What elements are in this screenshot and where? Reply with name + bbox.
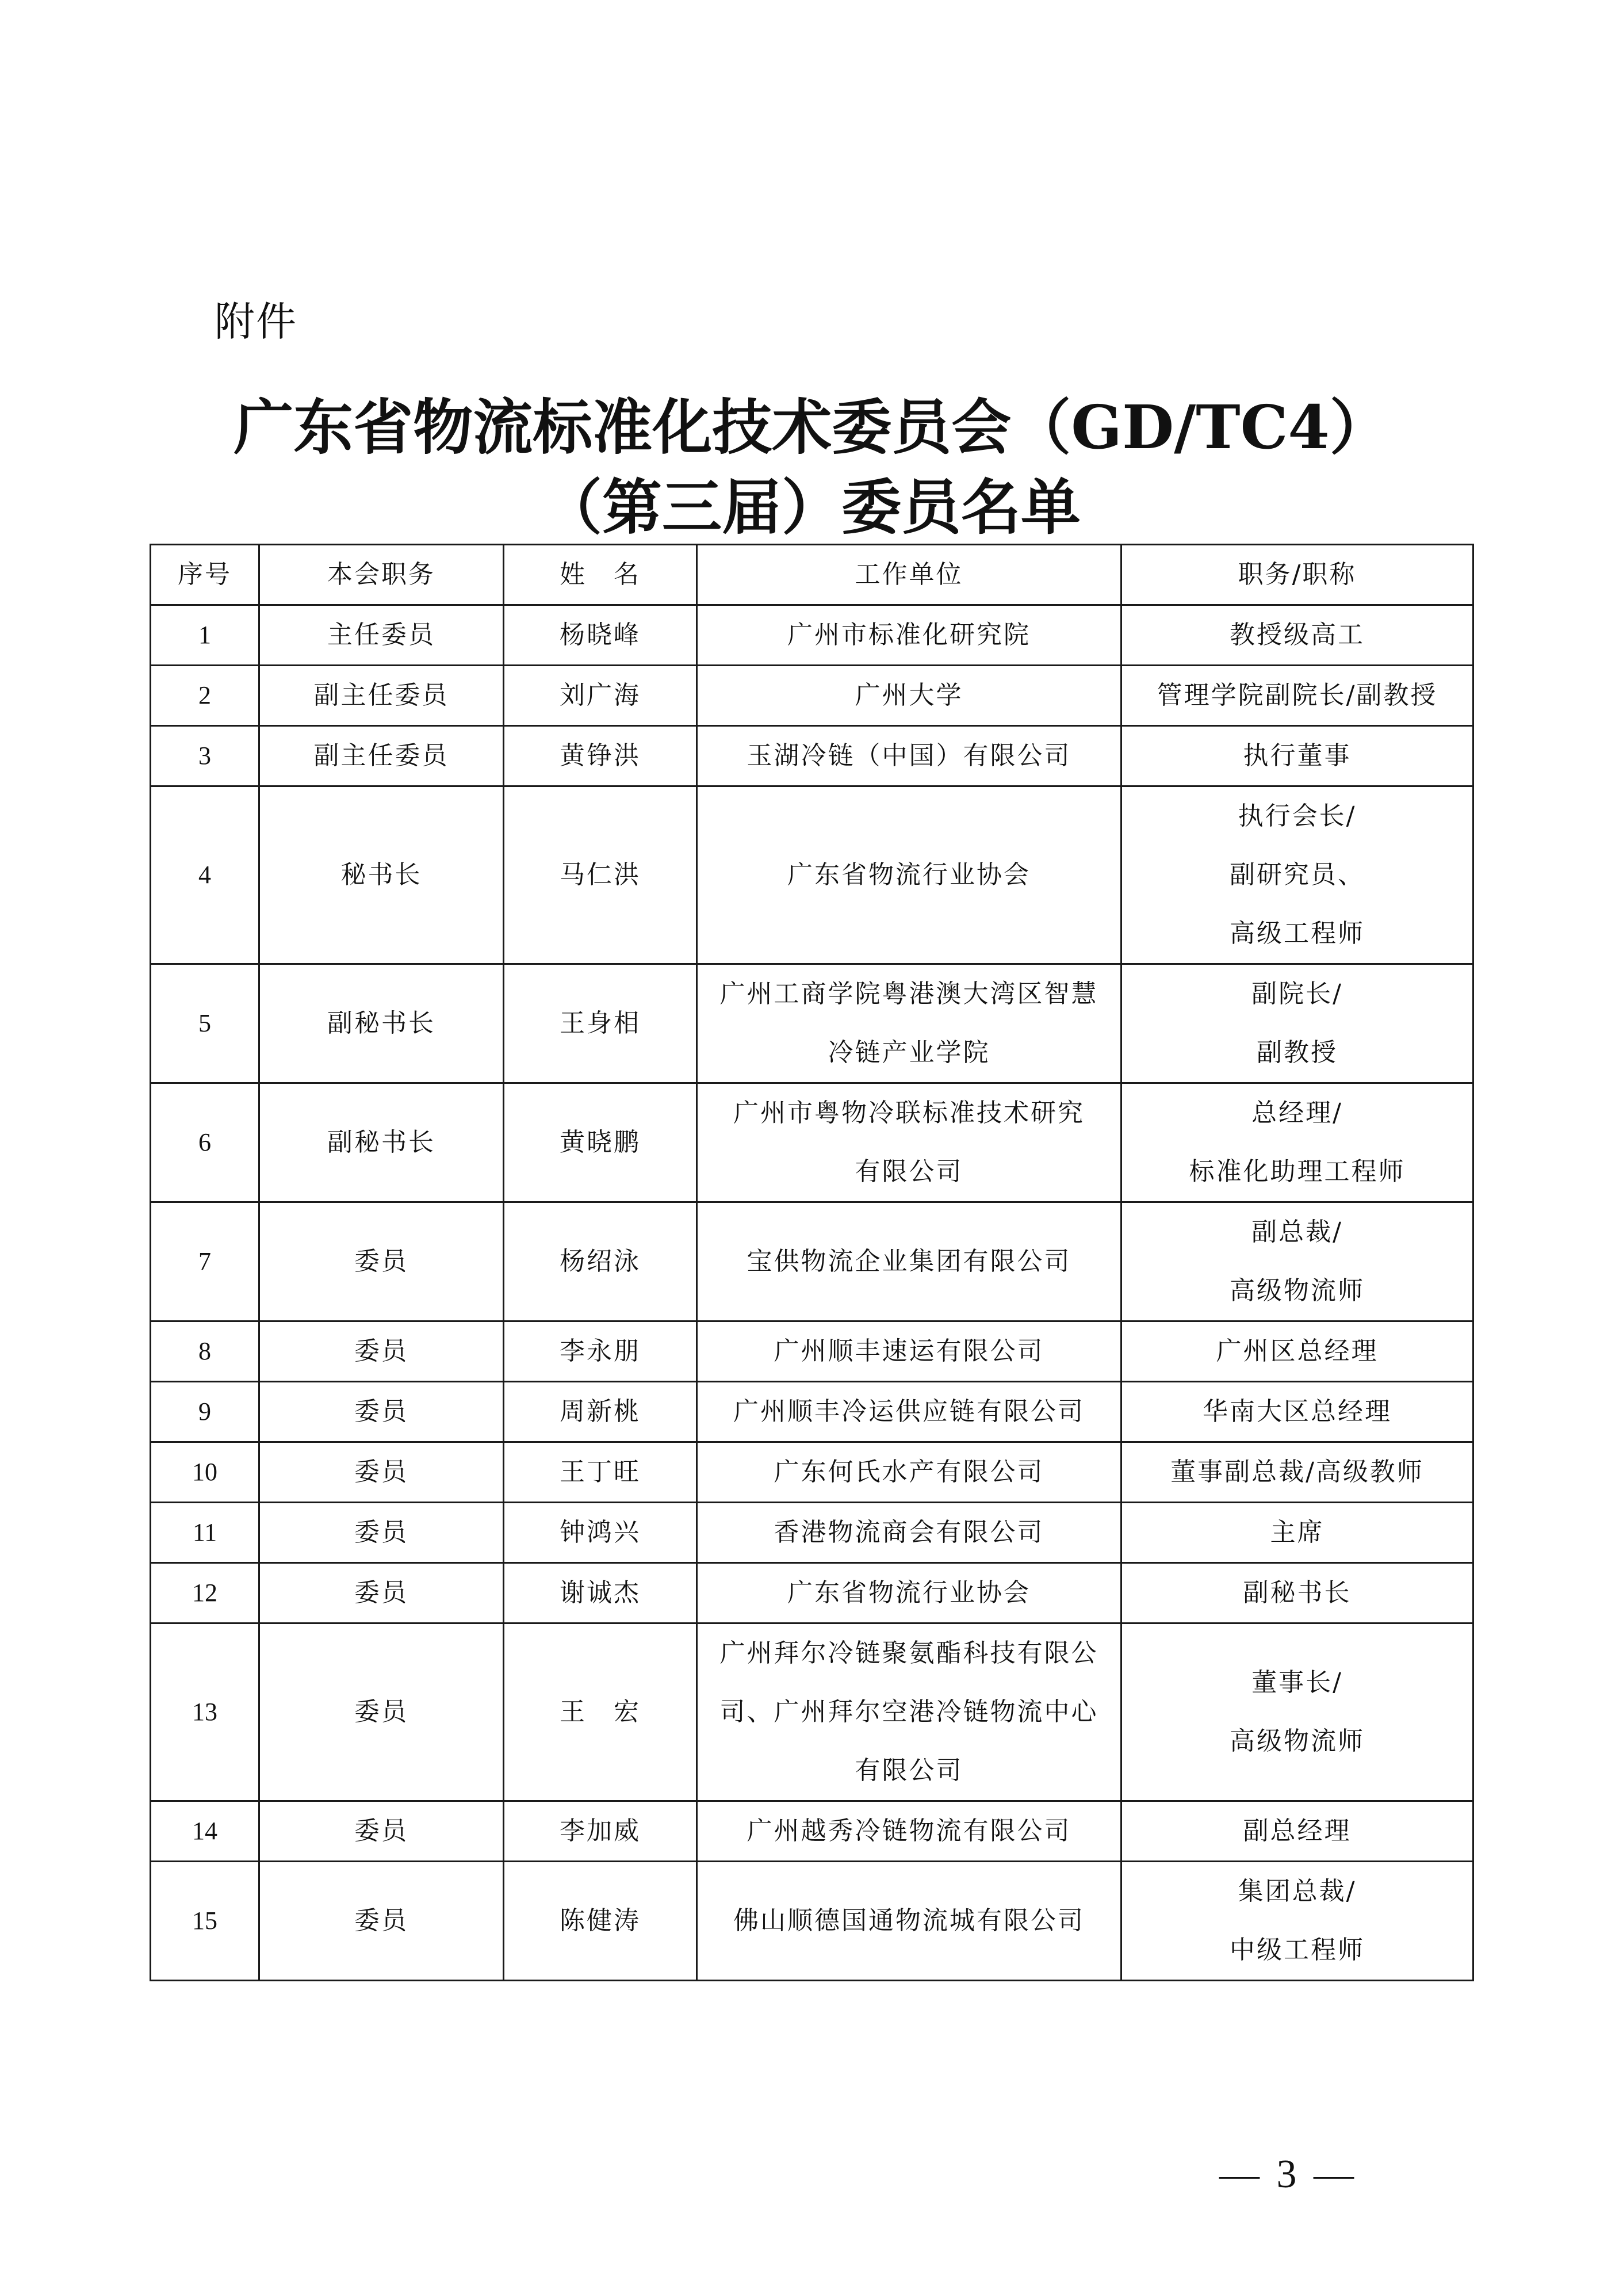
unit-line: 广东省物流行业协会 xyxy=(787,860,1031,889)
table-header-row xyxy=(151,545,1473,605)
table-row xyxy=(151,1862,1473,1981)
cell-title xyxy=(1121,605,1473,666)
unit-line: 广州越秀冷链物流有限公司 xyxy=(747,1816,1071,1846)
cell-title xyxy=(1121,726,1473,786)
cell-name: 谢诚杰 xyxy=(504,1563,697,1623)
cell-no: 12 xyxy=(151,1563,259,1623)
cell-unit xyxy=(697,726,1121,786)
cell-name: 王丁旺 xyxy=(504,1442,697,1503)
cell-no: 8 xyxy=(151,1321,259,1382)
cell-role: 秘书长 xyxy=(259,786,504,964)
title-line: 副秘书长 xyxy=(1243,1578,1352,1607)
unit-line: 有限公司 xyxy=(855,1756,963,1785)
cell-name: 杨晓峰 xyxy=(504,605,697,666)
cell-unit xyxy=(697,605,1121,666)
cell-unit xyxy=(697,1442,1121,1503)
cell-name: 陈健涛 xyxy=(504,1862,697,1981)
table-row xyxy=(151,1801,1473,1862)
cell-title xyxy=(1121,964,1473,1083)
title-line-1: 广东省物流标准化技术委员会（GD/TC4） xyxy=(234,392,1389,463)
title-line: 董事长/ xyxy=(1251,1668,1343,1697)
cell-title xyxy=(1121,1801,1473,1862)
table-row xyxy=(151,1202,1473,1321)
cell-no: 15 xyxy=(151,1862,259,1981)
cell-title xyxy=(1121,1623,1473,1801)
cell-no: 14 xyxy=(151,1801,259,1862)
cell-unit xyxy=(697,1382,1121,1442)
cell-name: 王身相 xyxy=(504,964,697,1083)
cell-role: 委员 xyxy=(259,1801,504,1862)
cell-unit xyxy=(697,964,1121,1083)
cell-name: 李加威 xyxy=(504,1801,697,1862)
cell-no: 4 xyxy=(151,786,259,964)
cell-title xyxy=(1121,1442,1473,1503)
cell-title xyxy=(1121,786,1473,964)
cell-name: 黄铮洪 xyxy=(504,726,697,786)
title-line: 华南大区总经理 xyxy=(1203,1397,1392,1426)
cell-role: 委员 xyxy=(259,1382,504,1442)
cell-name: 王 宏 xyxy=(504,1623,697,1801)
title-line: 高级工程师 xyxy=(1230,919,1365,948)
cell-no: 1 xyxy=(151,605,259,666)
cell-role: 委员 xyxy=(259,1442,504,1503)
title-line: 集团总裁/ xyxy=(1238,1877,1357,1906)
title-line: 管理学院副院长/副教授 xyxy=(1157,681,1438,710)
title-line: 中级工程师 xyxy=(1230,1935,1365,1965)
document-title xyxy=(0,387,1623,547)
cell-no: 5 xyxy=(151,964,259,1083)
title-line: 执行会长/ xyxy=(1238,801,1357,831)
cell-unit xyxy=(697,666,1121,726)
unit-line: 广东省物流行业协会 xyxy=(787,1578,1031,1607)
title-line: 主席 xyxy=(1270,1518,1325,1547)
cell-unit xyxy=(697,1563,1121,1623)
cell-unit xyxy=(697,1202,1121,1321)
cell-role: 委员 xyxy=(259,1321,504,1382)
cell-role: 委员 xyxy=(259,1202,504,1321)
table-row xyxy=(151,666,1473,726)
cell-title xyxy=(1121,1862,1473,1981)
table-row xyxy=(151,964,1473,1083)
table-row xyxy=(151,1623,1473,1801)
title-line: 执行董事 xyxy=(1243,741,1352,770)
cell-title xyxy=(1121,666,1473,726)
table-row xyxy=(151,786,1473,964)
title-line-2: （第三届）委员名单 xyxy=(542,472,1081,543)
cell-name: 周新桃 xyxy=(504,1382,697,1442)
header-title: 职务/职称 xyxy=(1121,545,1473,605)
cell-no: 11 xyxy=(151,1503,259,1563)
table-row xyxy=(151,1321,1473,1382)
table-row xyxy=(151,1503,1473,1563)
cell-name: 杨绍泳 xyxy=(504,1202,697,1321)
cell-name: 钟鸿兴 xyxy=(504,1503,697,1563)
cell-unit xyxy=(697,1801,1121,1862)
table-row xyxy=(151,726,1473,786)
unit-line: 玉湖冷链（中国）有限公司 xyxy=(747,741,1071,770)
unit-line: 广州顺丰冷运供应链有限公司 xyxy=(733,1397,1085,1426)
unit-line: 冷链产业学院 xyxy=(828,1038,990,1067)
cell-unit xyxy=(697,786,1121,964)
committee-member-table xyxy=(150,544,1474,1981)
attachment-label: 附件 xyxy=(215,298,297,345)
cell-no: 13 xyxy=(151,1623,259,1801)
title-line: 副研究员、 xyxy=(1230,860,1365,889)
cell-name: 李永朋 xyxy=(504,1321,697,1382)
header-name: 姓 名 xyxy=(504,545,697,605)
title-line: 董事副总裁/高级教师 xyxy=(1170,1457,1424,1487)
cell-title xyxy=(1121,1503,1473,1563)
cell-role: 主任委员 xyxy=(259,605,504,666)
unit-line: 佛山顺德国通物流城有限公司 xyxy=(733,1906,1085,1935)
cell-title xyxy=(1121,1083,1473,1202)
table-row xyxy=(151,1563,1473,1623)
cell-no: 9 xyxy=(151,1382,259,1442)
unit-line: 有限公司 xyxy=(855,1157,963,1186)
cell-role: 委员 xyxy=(259,1623,504,1801)
unit-line: 广东何氏水产有限公司 xyxy=(774,1457,1044,1487)
cell-unit xyxy=(697,1321,1121,1382)
title-line: 副总裁/ xyxy=(1251,1217,1343,1247)
cell-unit xyxy=(697,1623,1121,1801)
cell-role: 副秘书长 xyxy=(259,1083,504,1202)
unit-line: 广州市标准化研究院 xyxy=(787,620,1031,650)
cell-role: 副主任委员 xyxy=(259,726,504,786)
unit-line: 广州顺丰速运有限公司 xyxy=(774,1336,1044,1366)
cell-role: 委员 xyxy=(259,1563,504,1623)
title-line: 教授级高工 xyxy=(1230,620,1365,650)
cell-unit xyxy=(697,1083,1121,1202)
title-line: 副院长/ xyxy=(1251,979,1343,1008)
cell-role: 副主任委员 xyxy=(259,666,504,726)
cell-unit xyxy=(697,1862,1121,1981)
unit-line: 宝供物流企业集团有限公司 xyxy=(747,1247,1071,1276)
cell-no: 6 xyxy=(151,1083,259,1202)
cell-name: 刘广海 xyxy=(504,666,697,726)
title-line: 标准化助理工程师 xyxy=(1189,1157,1406,1186)
cell-role: 副秘书长 xyxy=(259,964,504,1083)
header-unit: 工作单位 xyxy=(697,545,1121,605)
unit-line: 广州工商学院粤港澳大湾区智慧 xyxy=(719,979,1098,1008)
header-role: 本会职务 xyxy=(259,545,504,605)
cell-role: 委员 xyxy=(259,1503,504,1563)
table-row xyxy=(151,1382,1473,1442)
cell-name: 黄晓鹏 xyxy=(504,1083,697,1202)
title-line: 副教授 xyxy=(1257,1038,1338,1067)
title-line: 广州区总经理 xyxy=(1216,1336,1379,1366)
cell-title xyxy=(1121,1382,1473,1442)
cell-no: 3 xyxy=(151,726,259,786)
cell-name: 马仁洪 xyxy=(504,786,697,964)
cell-unit xyxy=(697,1503,1121,1563)
table-row xyxy=(151,1442,1473,1503)
title-line: 高级物流师 xyxy=(1230,1276,1365,1305)
header-no: 序号 xyxy=(151,545,259,605)
unit-line: 广州大学 xyxy=(855,681,963,710)
cell-title xyxy=(1121,1202,1473,1321)
cell-no: 2 xyxy=(151,666,259,726)
cell-role: 委员 xyxy=(259,1862,504,1981)
unit-line: 广州市粤物冷联标准技术研究 xyxy=(733,1098,1085,1128)
title-line: 高级物流师 xyxy=(1230,1726,1365,1756)
table-row xyxy=(151,605,1473,666)
unit-line: 广州拜尔冷链聚氨酯科技有限公 xyxy=(719,1638,1098,1668)
cell-no: 10 xyxy=(151,1442,259,1503)
cell-title xyxy=(1121,1563,1473,1623)
cell-no: 7 xyxy=(151,1202,259,1321)
cell-title xyxy=(1121,1321,1473,1382)
unit-line: 香港物流商会有限公司 xyxy=(774,1518,1044,1547)
title-line: 副总经理 xyxy=(1243,1816,1352,1846)
unit-line: 司、广州拜尔空港冷链物流中心 xyxy=(719,1697,1098,1726)
page-number: — 3 — xyxy=(1219,2152,1357,2196)
table-row xyxy=(151,1083,1473,1202)
title-line: 总经理/ xyxy=(1251,1098,1343,1128)
